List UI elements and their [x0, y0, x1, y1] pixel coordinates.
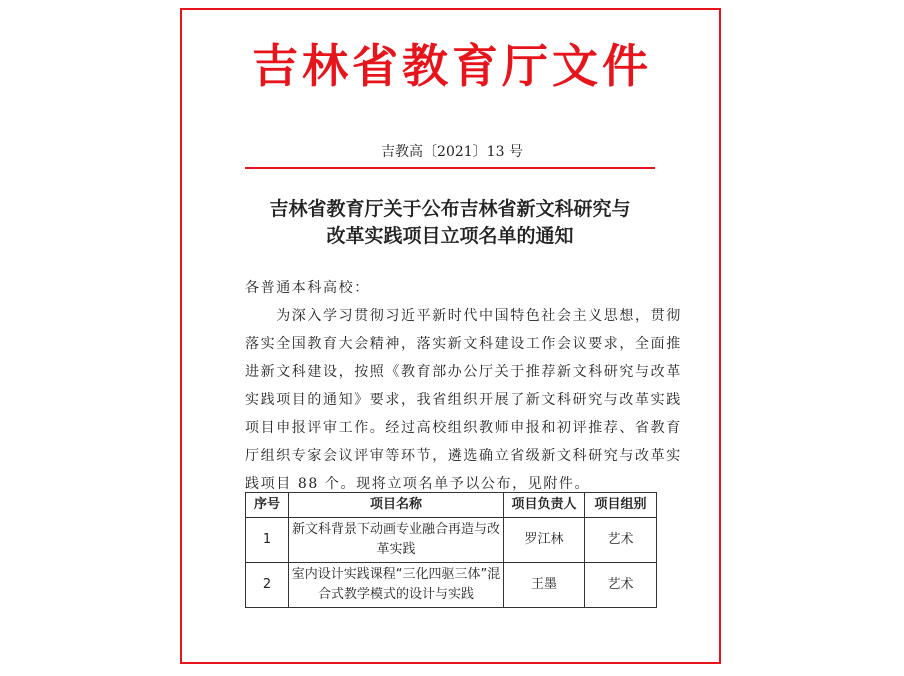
cell-project-name: 室内设计实践课程“三化四驱三体”混合式教学模式的设计与实践: [289, 563, 504, 608]
cell-index: 2: [246, 563, 289, 608]
body-line: 落实全国教育大会精神，落实新文科建设工作会议要求，全面推: [245, 336, 682, 352]
document-number: 吉教高〔2021〕13 号: [381, 144, 523, 160]
document-title: 吉林省教育厅文件: [252, 39, 652, 93]
table-row: [246, 563, 657, 608]
table-row: [246, 518, 657, 563]
body-line: 为深入学习贯彻习近平新时代中国特色社会主义思想，贯彻: [245, 308, 682, 324]
header-cell: 项目组别: [585, 493, 657, 518]
cell-project-name: 新文科背景下动画专业融合再造与改革实践: [289, 518, 504, 563]
body-line: 厅组织专家会议评审等环节，遴选确立省级新文科研究与改革实: [245, 448, 682, 464]
body-line: 践项目 88 个。现将立项名单予以公布，见附件。: [245, 476, 591, 492]
body-line: 项目申报评审工作。经过高校组织教师申报和初评推荐、省教育: [245, 420, 682, 436]
header-cell: 项目负责人: [504, 493, 585, 518]
notice-body: [245, 274, 682, 498]
body-line: 进新文科建设，按照《教育部办公厅关于推荐新文科研究与改革: [245, 364, 682, 380]
cell-leader: 罗江林: [504, 518, 585, 563]
project-table: [245, 492, 657, 608]
salutation: 各普通本科高校：: [245, 280, 370, 296]
header-cell: 序号: [246, 493, 289, 518]
red-divider: [245, 167, 655, 169]
table-header-row: [246, 493, 657, 518]
cell-leader: 王墨: [504, 563, 585, 608]
body-line: 实践项目的通知》要求，我省组织开展了新文科研究与改革实践: [245, 392, 682, 408]
heading-line: 吉林省教育厅关于公布吉林省新文科研究与: [269, 198, 631, 220]
header-cell: 项目名称: [289, 493, 504, 518]
cell-group: 艺术: [585, 518, 657, 563]
heading-line: 改革实践项目立项名单的通知: [326, 225, 574, 247]
notice-heading: [230, 196, 670, 250]
cell-index: 1: [246, 518, 289, 563]
cell-group: 艺术: [585, 563, 657, 608]
